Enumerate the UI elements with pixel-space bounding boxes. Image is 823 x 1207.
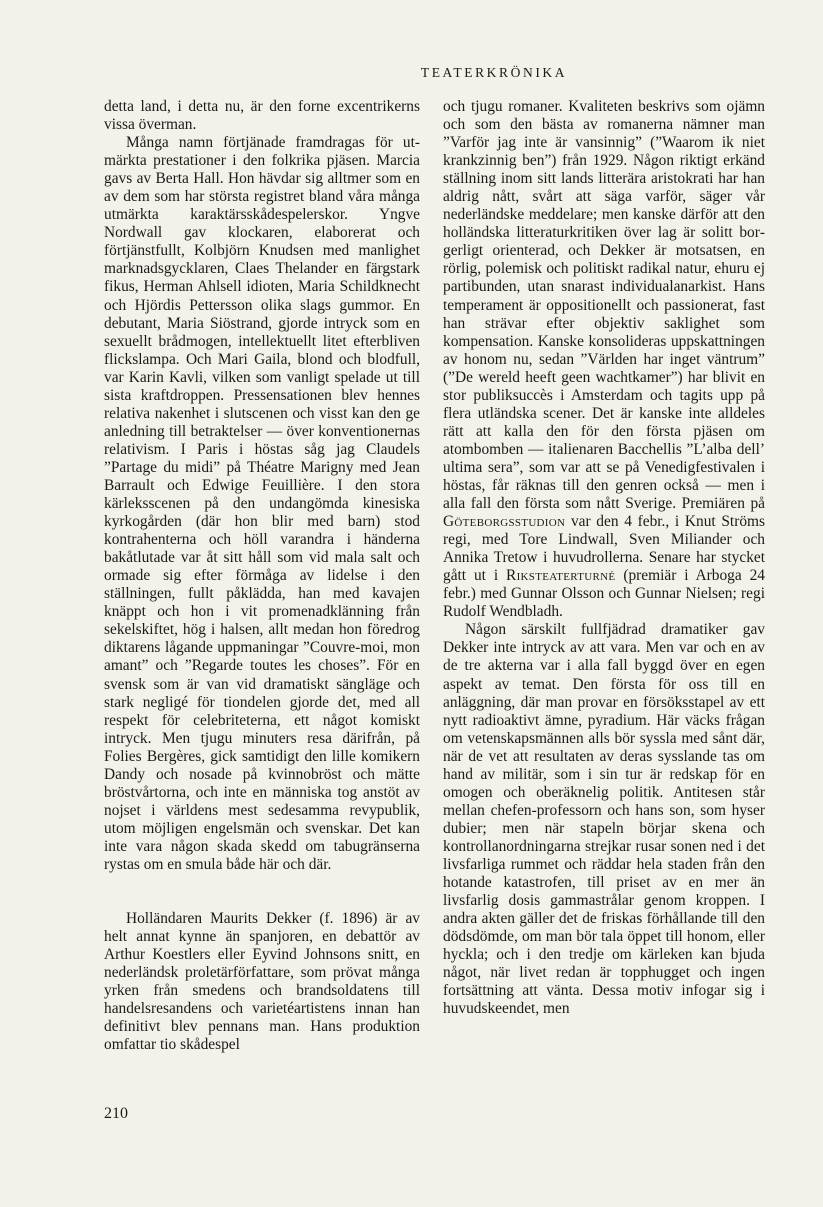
left-column <box>104 98 420 1054</box>
paragraph-text: och tjugu romaner. Kvaliteten beskrivs som ojämn och som den bästa av romanerna nämner man ”Varför jag inte är vansinnig” (”Waarom ik niet krankzinnig ben”) från 1929. Någon riktigt erkänd ställning inom sitt lands litterära aristokrati har han aldrig nått, svårt att säga varför, säger vår nederländske meddelare; men kanske därför att den holländska litteraturkritiken över lag är solitt borgerligt orienterad, och Dekker är motsatsen, en rörlig, polemisk och politiskt radikal natur, ehuru ej partibunden, utan snarast individualanarkist. Hans temperament är oppositionellt och passionerat, fast han strävar efter objektiv saklighet som kompensation. Kanske konsolideras uppskattningen av honom nu, sedan ”Världen har inget väntrum” (”De wereld heeft geen wachtkamer”) har blivit en stor publiksuccès i Amsterdam och tagits upp på flera utländska scener. Det är kanske inte alldeles rätt att kalla den för den första pjäsen om atombomben — italienaren Bacchellis ”L’alba dell’ ultima sera”, som var att se på Venedigfestivalen i höstas, får räknas till den genren också — men i alla fall den första som nått Sverige. Premiären på <box>443 98 765 513</box>
right-column <box>443 98 765 1018</box>
theatre-name: Göteborgsstudion <box>443 513 566 531</box>
page-number: 210 <box>104 1105 128 1122</box>
running-header-title: TEATERKRÖNIKA <box>420 65 568 80</box>
paragraph: detta land, i detta nu, är den forne excentrikerns vissa överman. <box>104 98 420 134</box>
paragraph: Många namn förtjänade framdragas för utmärkta prestationer i den folkrika pjäsen. Marcia gavs av Berta Hall. Hon hävdar sig alltmer som en av dem som har största registret bland våra många utmärkta karaktärsskådespelerskor. Yngve Nordwall gav klockaren, elaborerat och förtjänstfullt, Kolbjörn Knudsen med manlighet marknadsgycklaren, Claes Thelander en färgstark fikus, Herman Ahlsell idioten, Maria Schildknecht och Hjördis Pettersson olika slags gummor. En debutant, Maria Siöstrand, gjorde intryck som en sexuellt brådmogen, intellektuellt litet efterbliven flickslampa. Och Mari Gaila, blond och blodfull, var Karin Kavli, vilken som vanligt spelade ut till sista kraftdroppen. Pressensationen blev hennes relativa nakenhet i slutscenen och visst kan den ge anledning till betraktelser — över konventionernas relativism. I Paris i höstas såg jag Claudels ”Partage du midi” på Théatre Marigny med Jean Barrault och Edwige Feuillière. I den stora kärleksscenen på den undangömda kinesiska kyrkogården (där hon blir med barn) stod kontrahenterna och höll varandra i händerna bakåtlutade var åt sitt håll som vid mala salt och ormade sig efter förmåga av lidelse i den ställningen, fullt påklädda, han med kavajen knäppt och hon i vit promenadklänning från sekelskiftet, hög i halsen, allt medan hon föredrog diktarens lågande uppmaningar ”Couvre-moi, mon amant” och ”Regarde toutes les choses”. För en svensk som är van vid dramatiskt sängläge och stark negligé för tiondelen gjorde det, med all respekt för celebriteterna, ett något komiskt intryck. Men tjugu minuters resa därifrån, på Folies Bergères, gick samtidigt den lille komikern Dandy och nosade på kvinnobröst och mätte bröstvårtorna, och inte en människa tog anstöt av nojset i världens mest sedesamma revypublik, utom möjligen engelsmän och svenskar. Det kan inte vara någon skada skedd om tabugränserna rystas om en smula både här och där. <box>104 134 420 873</box>
paragraph-text: var den 4 febr., i Knut Ströms regi, med Tore Lindwall, Sven Miliander och Annika Tretow i huvudrollerna. Senare har stycket gått ut i <box>443 513 765 585</box>
running-header <box>0 65 823 81</box>
theatre-name: Riksteaterturné <box>506 567 616 585</box>
paragraph <box>443 98 765 621</box>
paragraph: Någon särskilt fullfjädrad dramatiker gav Dekker inte intryck av att vara. Men var och en av de tre akterna var i alla fall byggd över en egen aspekt av temat. Den första för oss till en anläggning, där man provar en försöksstapel av ett nytt radioaktivt ämne, pyradium. Här väcks frågan om vetenskapsmännen alls bör syssla med sånt där, när de vet att resultaten av deras sysslande tas om hand av militär, som i sin tur är redskap för en omogen och oberäknelig politik. Antitesen står mellan chefen-professorn och hans son, som hyser dubier; men när stapeln börjar skena och kontrollanordningarna strejkar rusar sonen ned i det livsfarliga rummet och räddar hela staden från den hotande katastrofen, till priset av en mer än livsfarlig dosis gammastrålar genom kroppen. I andra akten gäller det de friskas förhållande till den dödsdömde, om man bör tala öppet till honom, eller hyckla; och i den tredje om kärleken kan bjuda något, när livet redan är topphugget och ingen fortsättning att vänta. Dessa motiv infogar sig i huvudskeendet, men <box>443 621 765 1018</box>
paragraph: Holländaren Maurits Dekker (f. 1896) är av helt annat kynne än spanjoren, en debattör av Arthur Koestlers eller Eyvind Johnsons snitt, en nederländsk proletärförfattare, som prövat många yrken från smedens och brandsoldatens till handelsresandens och varietéartistens innan han definitivt blev pennans man. Hans produktion omfattar tio skådespel <box>104 910 420 1054</box>
paragraph-text: (premiär i Arboga 24 febr.) med Gunnar Olsson och Gunnar Nielsen; regi Rudolf Wendbladh. <box>443 567 765 621</box>
